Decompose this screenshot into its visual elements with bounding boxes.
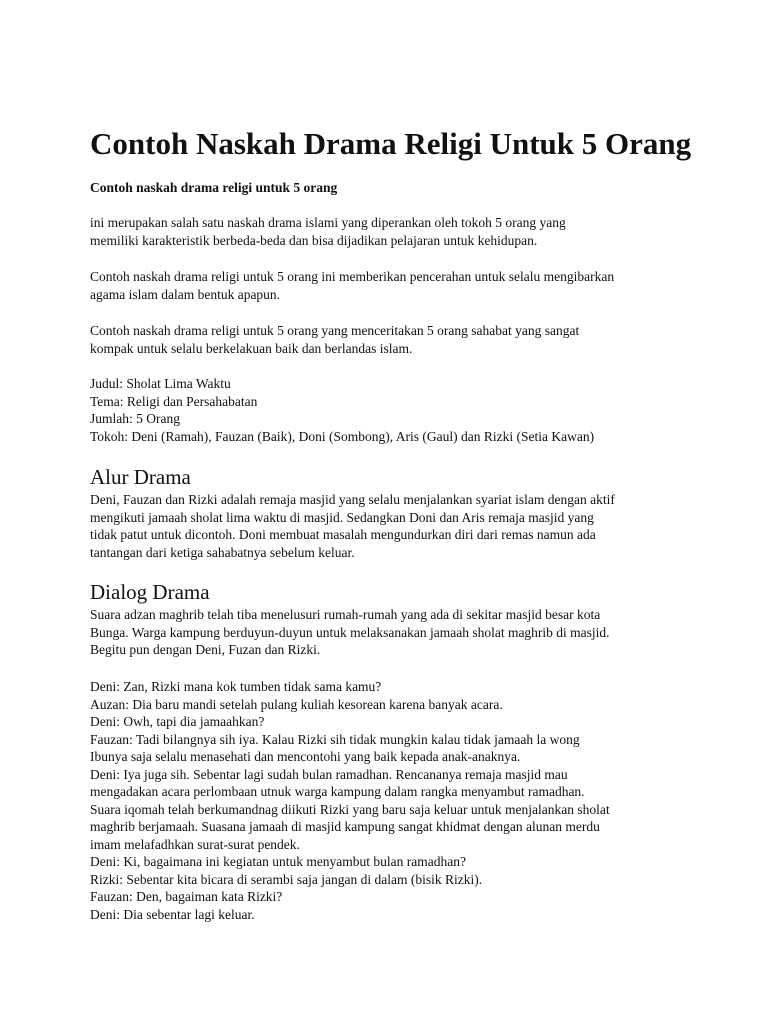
dialog-line: Deni: Ki, bagaimana ini kegiatan untuk menyambut bulan ramadhan? xyxy=(90,854,467,869)
text-line: mengikuti jamaah sholat lima waktu di masjid. Sedangkan Doni dan Aris remaja masjid yang xyxy=(90,509,594,525)
dialog-line: Deni: Owh, tapi dia jamaahkan? xyxy=(90,714,265,729)
drama-info xyxy=(90,375,690,445)
text-line: kompak untuk selalu berkelakuan baik dan berlandas islam. xyxy=(90,340,413,356)
info-tema: Tema: Religi dan Persahabatan xyxy=(90,393,258,409)
text-line: Bunga. Warga kampung berduyun-duyun untuk melaksanakan jamaah sholat maghrib di masjid. xyxy=(90,624,610,640)
dialog-line: maghrib berjamaah. Suasana jamaah di masjid kampung sangat khidmat dengan alunan merdu xyxy=(90,819,600,834)
info-judul: Judul: Sholat Lima Waktu xyxy=(90,376,231,391)
text-line: Contoh naskah drama religi untuk 5 orang yang menceritakan 5 orang sahabat yang sangat xyxy=(90,323,580,338)
text-line: Deni, Fauzan dan Rizki adalah remaja masjid yang selalu menjalankan syariat islam dengan aktif xyxy=(90,492,615,507)
dialog-line: mengadakan acara perlombaan utnuk warga kampung dalam rangka menyambut ramadhan. xyxy=(90,784,585,799)
dialog-line: Fauzan: Den, bagaiman kata Rizki? xyxy=(90,889,283,904)
intro-paragraph-2 xyxy=(90,268,690,303)
info-jumlah: Jumlah: 5 Orang xyxy=(90,411,180,426)
text-line: Begitu pun dengan Deni, Fuzan dan Rizki. xyxy=(90,642,321,657)
dialog-line: Deni: Iya juga sih. Sebentar lagi sudah bulan ramadhan. Rencananya remaja masjid mau xyxy=(90,766,568,782)
text-line: agama islam dalam bentuk apapun. xyxy=(90,286,281,302)
intro-paragraph-1 xyxy=(90,214,690,249)
dialog-line: Rizki: Sebentar kita bicara di serambi saja jangan di dalam (bisik Rizki). xyxy=(90,871,483,887)
dialog-line: Auzan: Dia baru mandi setelah pulang kuliah kesorean karena banyak acara. xyxy=(90,696,503,712)
dialog-intro xyxy=(90,606,690,659)
dialog-line: Suara iqomah telah berkumandnag diikuti Rizki yang baru saja keluar untuk menjalankan sholat xyxy=(90,801,610,817)
dialog-line: Deni: Zan, Rizki mana kok tumben tidak sama kamu? xyxy=(90,679,382,694)
dialog-line: Deni: Dia sebentar lagi keluar. xyxy=(90,906,255,922)
text-line: tidak patut untuk dicontoh. Doni membuat masalah mengundurkan diri dari remas namun ada xyxy=(90,527,596,542)
text-line: Suara adzan maghrib telah tiba menelusuri rumah-rumah yang ada di sekitar masjid besar kota xyxy=(90,607,601,622)
text-line: ini merupakan salah satu naskah drama islami yang diperankan oleh tokoh 5 orang yang xyxy=(90,215,566,230)
text-line: tantangan dari ketiga sahabatnya sebelum keluar. xyxy=(90,544,355,560)
dialog-line: Ibunya saja selalu menasehati dan mencontohi yang baik kepada anak-anaknya. xyxy=(90,749,521,764)
document-title: Contoh Naskah Drama Religi Untuk 5 Orang xyxy=(90,126,692,161)
alur-paragraph xyxy=(90,491,690,561)
info-tokoh: Tokoh: Deni (Ramah), Fauzan (Baik), Doni (Sombong), Aris (Gaul) dan Rizki (Setia Kawan) xyxy=(90,428,595,444)
text-line: Contoh naskah drama religi untuk 5 orang ini memberikan pencerahan untuk selalu mengibarkan xyxy=(90,269,615,284)
alur-heading: Alur Drama xyxy=(90,465,191,489)
dialog-heading: Dialog Drama xyxy=(90,580,210,604)
dialog-line: Fauzan: Tadi bilangnya sih iya. Kalau Rizki sih tidak mungkin kalau tidak jamaah la wong xyxy=(90,731,580,747)
document-subtitle: Contoh naskah drama religi untuk 5 orang xyxy=(90,180,338,195)
intro-paragraph-3 xyxy=(90,322,690,357)
dialog-line: imam melafadhkan surat-surat pendek. xyxy=(90,836,300,852)
dialog-lines xyxy=(90,678,690,923)
text-line: memiliki karakteristik berbeda-beda dan bisa dijadikan pelajaran untuk kehidupan. xyxy=(90,232,538,248)
